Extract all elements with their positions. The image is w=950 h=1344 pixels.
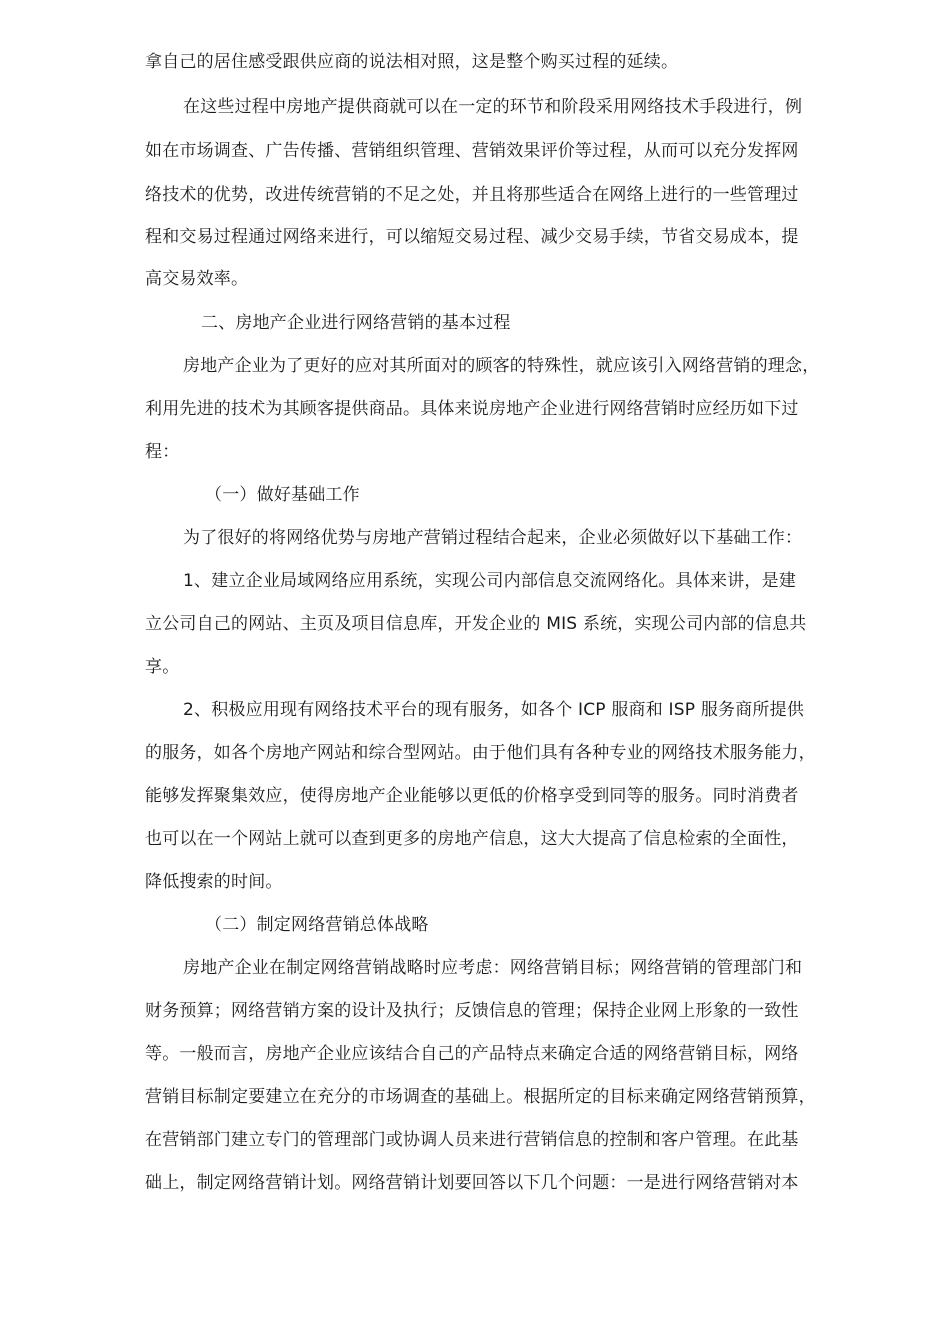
paragraph-line: 在这些过程中房地产提供商就可以在一定的环节和阶段采用网络技术手段进行，例	[183, 97, 803, 117]
paragraph-line: 降低搜索的时间。	[145, 872, 283, 892]
subsection-heading: （二）制定网络营销总体战略	[205, 915, 429, 935]
paragraph-line: 1、建立企业局域网络应用系统，实现公司内部信息交流网络化。具体来讲，是建	[183, 571, 797, 591]
paragraph-line: 房地产企业在制定网络营销战略时应考虑：网络营销目标；网络营销的管理部门和	[183, 958, 803, 978]
paragraph-line: 在营销部门建立专门的管理部门或协调人员来进行营销信息的控制和客户管理。在此基	[145, 1130, 799, 1150]
section-heading: 二、房地产企业进行网络营销的基本过程	[201, 313, 511, 333]
paragraph-line: 房地产企业为了更好的应对其所面对的顾客的特殊性，就应该引入网络营销的理念，	[183, 356, 820, 376]
paragraph-line: 利用先进的技术为其顾客提供商品。具体来说房地产企业进行网络营销时应经历如下过	[145, 399, 799, 419]
paragraph-line: 等。一般而言，房地产企业应该结合自己的产品特点来确定合适的网络营销目标，网络	[145, 1044, 799, 1064]
paragraph-line: 程和交易过程通过网络来进行，可以缩短交易过程、减少交易手续，节省交易成本，提	[145, 227, 799, 247]
paragraph-line: 络技术的优势，改进传统营销的不足之处，并且将那些适合在网络上进行的一些管理过	[145, 185, 799, 205]
paragraph-line: 的服务，如各个房地产网站和综合型网站。由于他们具有各种专业的网络技术服务能力，	[145, 743, 816, 763]
paragraph-line: 程：	[145, 442, 180, 462]
paragraph-line: 础上，制定网络营销计划。网络营销计划要回答以下几个问题：一是进行网络营销对本	[145, 1173, 799, 1193]
paragraph-line: 如在市场调查、广告传播、营销组织管理、营销效果评价等过程，从而可以充分发挥网	[145, 141, 799, 161]
subsection-heading: （一）做好基础工作	[205, 485, 360, 505]
paragraph-line: 财务预算；网络营销方案的设计及执行；反馈信息的管理；保持企业网上形象的一致性	[145, 1001, 799, 1021]
paragraph-line: 高交易效率。	[145, 269, 249, 289]
paragraph-line: 营销目标制定要建立在充分的市场调查的基础上。根据所定的目标来确定网络营销预算，	[145, 1087, 816, 1107]
paragraph-line: 能够发挥聚集效应，使得房地产企业能够以更低的价格享受到同等的服务。同时消费者	[145, 786, 799, 806]
paragraph-line: 2、积极应用现有网络技术平台的现有服务，如各个 ICP 服商和 ISP 服务商所提供	[183, 700, 805, 720]
paragraph-line: 为了很好的将网络优势与房地产营销过程结合起来，企业必须做好以下基础工作：	[183, 528, 803, 548]
paragraph-line: 拿自己的居住感受跟供应商的说法相对照，这是整个购买过程的延续。	[145, 52, 679, 72]
paragraph-line: 也可以在一个网站上就可以查到更多的房地产信息，这大大提高了信息检索的全面性，	[145, 829, 799, 849]
paragraph-line: 立公司自己的网站、主页及项目信息库，开发企业的 MIS 系统，实现公司内部的信息共	[145, 614, 807, 634]
paragraph-line: 享。	[145, 657, 180, 677]
